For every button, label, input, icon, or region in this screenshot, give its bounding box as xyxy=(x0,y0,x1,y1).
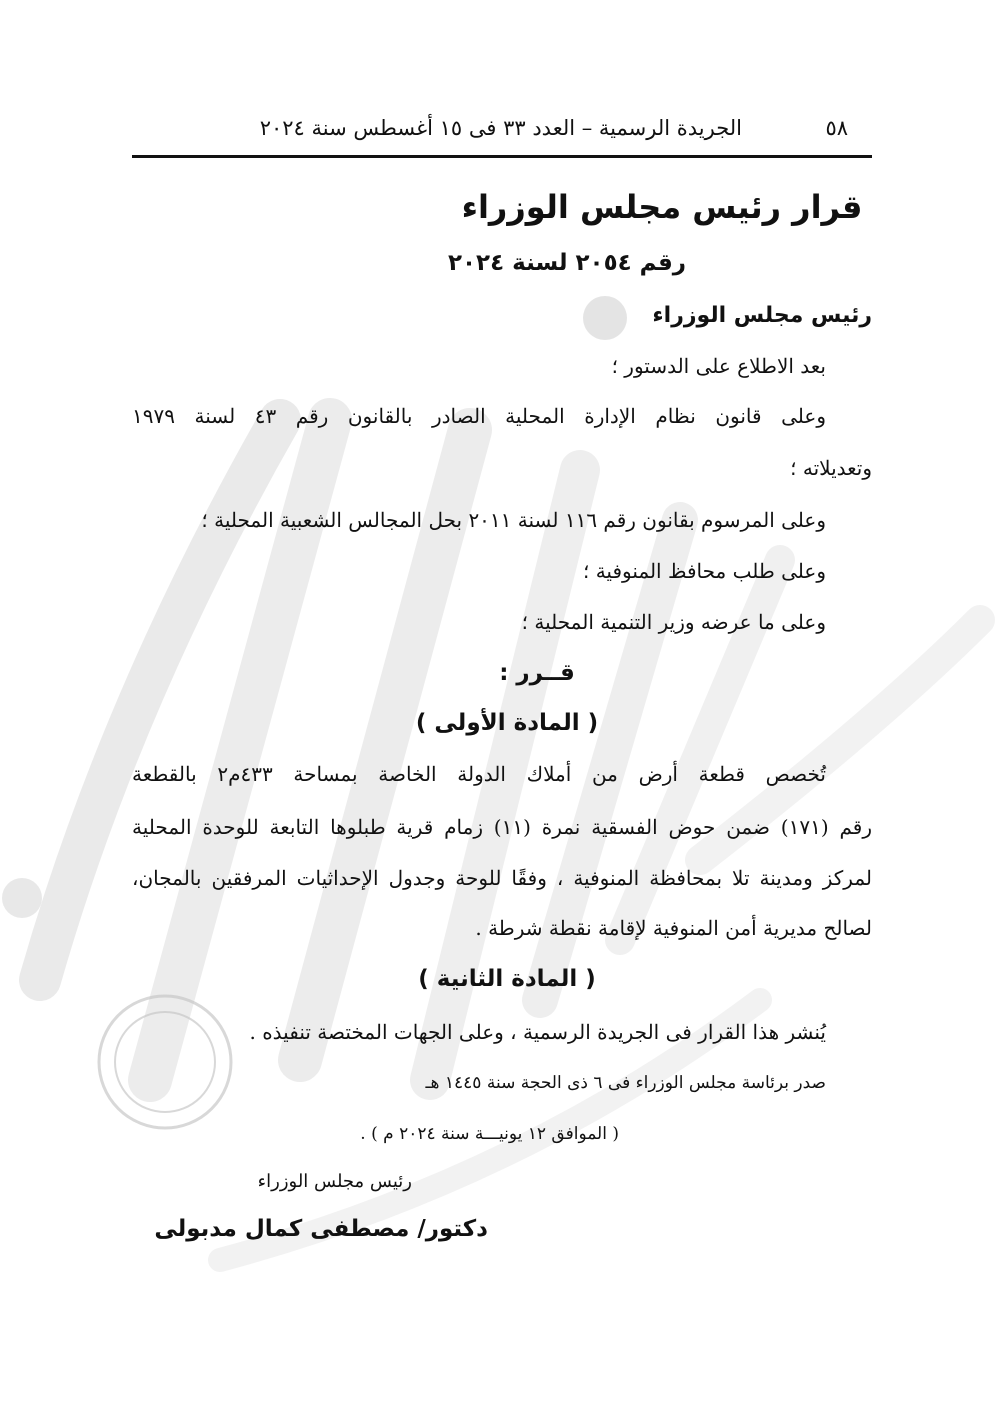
preamble-line: وعلى المرسوم بقانون رقم ١١٦ لسنة ٢٠١١ بحل المجالس الشعبية المحلية ؛ xyxy=(201,508,826,532)
article-2-text: يُنشر هذا القرار فى الجريدة الرسمية ، وعلى الجهات المختصة تنفيذه . xyxy=(249,1020,826,1044)
decree-number: رقم ٢٠٥٤ لسنة ٢٠٢٤ xyxy=(447,250,687,276)
corresponding-date: ( الموافق ١٢ يونيـــة سنة ٢٠٢٤ م ) . xyxy=(360,1124,619,1144)
article-1-line: لمركز ومدينة تلا بمحافظة المنوفية ، وفقًا للوحة وجدول الإحداثيات المرفقين بالمجان، xyxy=(132,866,872,890)
preamble-line: وعلى ما عرضه وزير التنمية المحلية ؛ xyxy=(521,610,826,634)
article-1-heading: ( المادة الأولى ) xyxy=(415,710,599,736)
page-header xyxy=(132,112,872,152)
decree-title: قرار رئيس مجلس الوزراء xyxy=(461,188,863,226)
preamble-line: وتعديلاته ؛ xyxy=(790,456,872,480)
article-1-line: لصالح مديرية أمن المنوفية لإقامة نقطة شرطة . xyxy=(475,916,872,940)
decided-label: قــرر : xyxy=(499,660,575,686)
article-1-line: رقم (١٧١) ضمن حوض الفسقية نمرة (١١) زمام قرية طبلوها التابعة للوحدة المحلية xyxy=(132,815,872,839)
preamble-line: وعلى قانون نظام الإدارة المحلية الصادر بالقانون رقم ٤٣ لسنة ١٩٧٩ xyxy=(132,404,826,428)
signatory-name: دكتور/ مصطفى كمال مدبولى xyxy=(154,1216,488,1242)
issuer-heading: رئيس مجلس الوزراء xyxy=(652,303,872,328)
header-rule xyxy=(132,155,872,158)
preamble-line: وعلى طلب محافظ المنوفية ؛ xyxy=(582,559,826,583)
article-1-line: تُخصص قطعة أرض من أملاك الدولة الخاصة بمساحة ٤٣٣م٢ بالقطعة xyxy=(132,762,827,786)
issued-date: صدر برئاسة مجلس الوزراء فى ٦ ذى الحجة سنة ١٤٤٥ هـ xyxy=(425,1073,826,1093)
page-number: ٥٨ xyxy=(825,116,848,140)
signatory-title: رئيس مجلس الوزراء xyxy=(257,1171,412,1192)
preamble-line: بعد الاطلاع على الدستور ؛ xyxy=(611,354,826,378)
running-title: الجريدة الرسمية – العدد ٣٣ فى ١٥ أغسطس سنة ٢٠٢٤ xyxy=(259,116,742,140)
article-2-heading: ( المادة الثانية ) xyxy=(418,966,596,992)
